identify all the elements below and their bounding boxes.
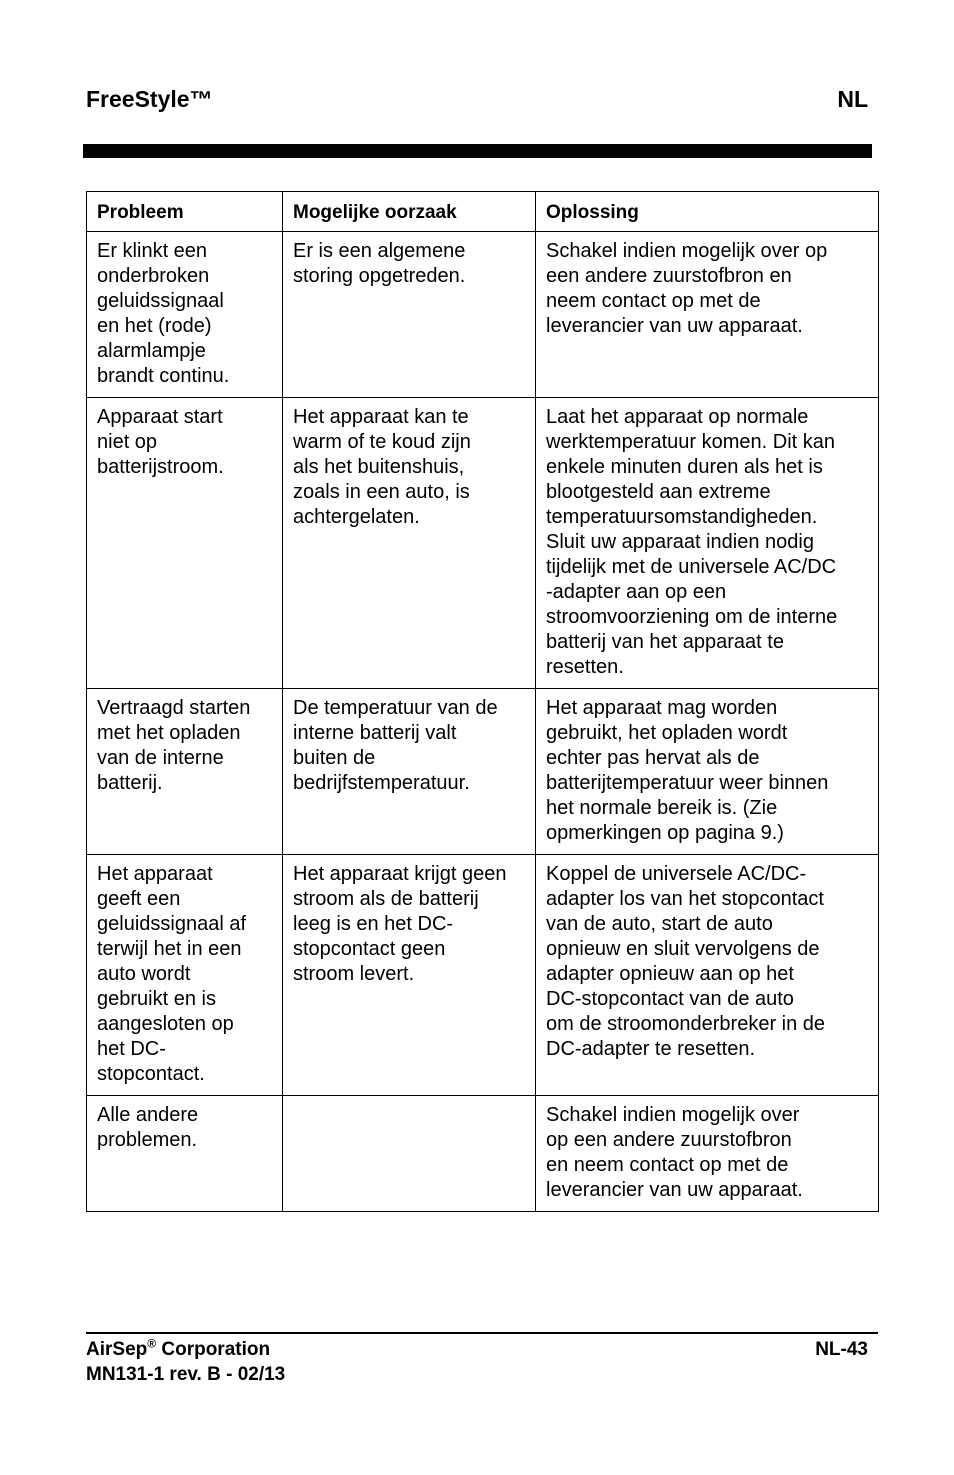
cell-oplossing: Laat het apparaat op normale werktemperatuur komen. Dit kan enkele minuten duren als het is blootgesteld aan extreme temperatuursomstandigheden. Sluit uw apparaat indien nodig tijdelijk met de universele AC/DC -adapter aan op een stroomvoorziening om de interne batterij van het apparaat te resetten.	[536, 398, 879, 689]
company-name: AirSep	[86, 1339, 148, 1360]
table-row	[87, 398, 879, 689]
table-row	[87, 855, 879, 1096]
column-header-oorzaak: Mogelijke oorzaak	[283, 192, 536, 232]
troubleshooting-table-container	[86, 191, 878, 1212]
troubleshooting-table	[86, 191, 879, 1212]
cell-oplossing: Koppel de universele AC/DC- adapter los van het stopcontact van de auto, start de auto opnieuw en sluit vervolgens de adapter opnieuw aan op het DC-stopcontact van de auto om de stroomonderbreker in de DC-adapter te resetten.	[536, 855, 879, 1096]
cell-probleem: Apparaat start niet op batterijstroom.	[87, 398, 283, 689]
footer-doc-number: MN131-1 rev. B - 02/13	[86, 1364, 286, 1385]
table-row	[87, 689, 879, 855]
cell-probleem: Er klinkt een onderbroken geluidssignaal en het (rode) alarmlampje brandt continu.	[87, 232, 283, 398]
page-header	[86, 86, 868, 120]
footer-company	[86, 1337, 285, 1362]
footer-divider	[86, 1332, 878, 1334]
footer-left	[86, 1337, 285, 1387]
table-header-row	[87, 192, 879, 232]
cell-oorzaak: Het apparaat kan te warm of te koud zijn als het buitenshuis, zoals in een auto, is achtergelaten.	[283, 398, 536, 689]
table-row	[87, 1096, 879, 1212]
cell-probleem: Vertraagd starten met het opladen van de interne batterij.	[87, 689, 283, 855]
cell-probleem: Alle andere problemen.	[87, 1096, 283, 1212]
cell-oplossing: Schakel indien mogelijk over op een andere zuurstofbron en neem contact op met de leverancier van uw apparaat.	[536, 1096, 879, 1212]
registered-mark: ®	[147, 1336, 157, 1351]
table-row	[87, 232, 879, 398]
company-suffix: Corporation	[156, 1339, 271, 1360]
header-language: NL	[837, 86, 868, 112]
cell-oplossing: Schakel indien mogelijk over op een andere zuurstofbron en neem contact op met de leverancier van uw apparaat.	[536, 232, 879, 398]
cell-probleem: Het apparaat geeft een geluidssignaal af terwijl het in een auto wordt gebruikt en is aangesloten op het DC- stopcontact.	[87, 855, 283, 1096]
cell-oorzaak: Er is een algemene storing opgetreden.	[283, 232, 536, 398]
cell-oorzaak	[283, 1096, 536, 1212]
cell-oorzaak: Het apparaat krijgt geen stroom als de batterij leeg is en het DC- stopcontact geen stroom levert.	[283, 855, 536, 1096]
header-title: FreeStyle™	[86, 86, 213, 112]
column-header-probleem: Probleem	[87, 192, 283, 232]
header-divider	[83, 144, 872, 158]
cell-oorzaak: De temperatuur van de interne batterij valt buiten de bedrijfstemperatuur.	[283, 689, 536, 855]
column-header-oplossing: Oplossing	[536, 192, 879, 232]
page-number: NL-43	[815, 1339, 868, 1360]
cell-oplossing: Het apparaat mag worden gebruikt, het opladen wordt echter pas hervat als de batterijtemperatuur weer binnen het normale bereik is. (Zie opmerkingen op pagina 9.)	[536, 689, 879, 855]
